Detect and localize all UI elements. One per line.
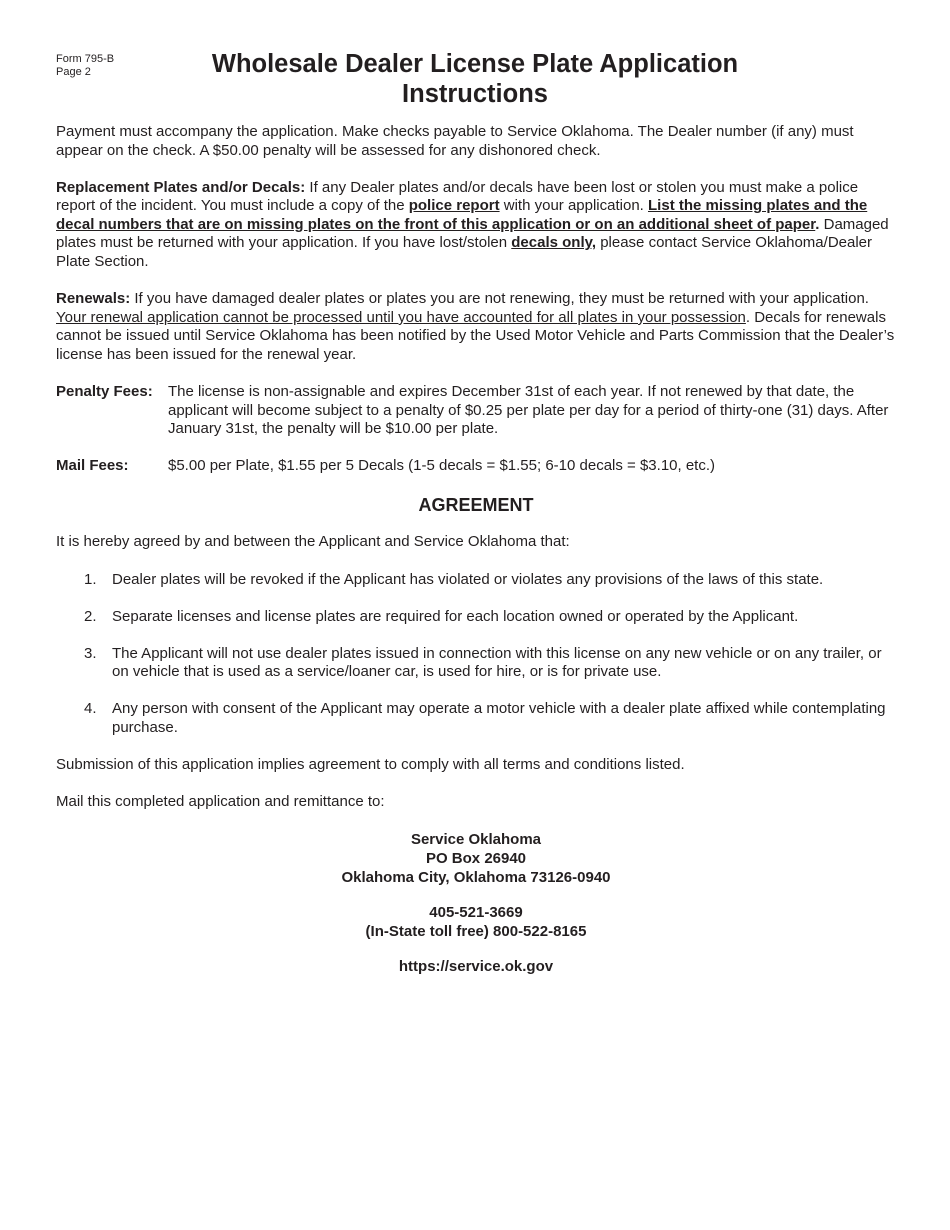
term-text: The Applicant will not use dealer plates issued in connection with this license on any new vehicle or on any trailer, or on vehicle that is used as a service/loaner car, is used for hire, or is for private use. bbox=[112, 644, 882, 681]
address-city: Oklahoma City, Oklahoma 73126-0940 bbox=[341, 869, 611, 887]
title-line-1: Wholesale Dealer License Plate Application bbox=[211, 50, 739, 78]
payment-paragraph: Payment must accompany the application. Make checks payable to Service Oklahoma. The Dealer number (if any) must appear on the check. A $50.00 penalty will be assessed for any dishonored check. bbox=[56, 123, 854, 159]
renewals-paragraph bbox=[56, 290, 896, 364]
replacement-text-1: If any Dealer plates and/or decals have been lost or stolen you must make a police report of the incident. You must include a copy of the bbox=[56, 178, 859, 215]
website bbox=[56, 957, 896, 976]
replacement-text-3: Damaged plates must be returned with your application. If you have lost/stolen bbox=[56, 215, 889, 252]
website-url: https://service.ok.gov bbox=[398, 958, 554, 976]
renewals-label: Renewals: bbox=[56, 290, 131, 308]
replacement-text-4: please contact Service Oklahoma/Dealer Plate Section. bbox=[56, 234, 873, 271]
term-text: Dealer plates will be revoked if the Applicant has violated or violates any provisions of the laws of this state. bbox=[112, 570, 824, 588]
agreement-terms-list bbox=[56, 571, 896, 738]
replacement-period: . bbox=[815, 215, 820, 233]
contact-phones bbox=[56, 903, 896, 941]
replacement-paragraph bbox=[56, 179, 896, 272]
term-number: 3. bbox=[84, 644, 97, 662]
mail-fees-text: $5.00 per Plate, $1.55 per 5 Decals (1-5 decals = $1.55; 6-10 decals = $3.10, etc.) bbox=[168, 457, 716, 475]
term-number: 4. bbox=[84, 700, 97, 718]
penalty-fees-label: Penalty Fees: bbox=[56, 383, 153, 401]
instructions-body bbox=[56, 123, 896, 992]
title-line-2: Instructions bbox=[402, 80, 548, 108]
mail-instruction: Mail this completed application and remittance to: bbox=[56, 793, 385, 811]
submission-statement: Submission of this application implies agreement to comply with all terms and conditions listed. bbox=[56, 756, 685, 774]
renewals-underlined: Your renewal application cannot be processed until you have accounted for all plates in your possession bbox=[56, 308, 746, 326]
term-number: 1. bbox=[84, 570, 97, 588]
replacement-label: Replacement Plates and/or Decals: bbox=[56, 178, 306, 196]
list-item bbox=[56, 645, 896, 682]
mail-fees-row bbox=[56, 457, 896, 476]
mail-fees-label: Mail Fees: bbox=[56, 457, 129, 475]
address-name: Service Oklahoma bbox=[410, 831, 542, 849]
page-number: Page 2 bbox=[56, 66, 91, 78]
replacement-text-2: with your application. bbox=[499, 197, 649, 215]
form-number: Form 795-B bbox=[56, 53, 115, 65]
mailing-address bbox=[56, 830, 896, 887]
police-report-emphasis: police report bbox=[408, 197, 500, 215]
renewals-text-2: . Decals for renewals cannot be issued until Service Oklahoma has been notified by the Used Motor Vehicle and Parts Commission that the Dealer’s license has been issued for the renewal year. bbox=[56, 308, 895, 363]
page-title bbox=[0, 49, 950, 109]
toll-free-number: (In-State toll free) 800-522-8165 bbox=[365, 923, 587, 941]
term-text: Any person with consent of the Applicant may operate a motor vehicle with a dealer plate affixed while contemplating purchase. bbox=[112, 700, 886, 736]
decals-only-emphasis: decals only, bbox=[511, 234, 597, 252]
list-item bbox=[56, 571, 896, 590]
term-number: 2. bbox=[84, 607, 97, 625]
list-item bbox=[56, 700, 896, 737]
agreement-intro: It is hereby agreed by and between the Applicant and Service Oklahoma that: bbox=[56, 533, 570, 551]
penalty-fees-text: The license is non-assignable and expires December 31st of each year. If not renewed by that date, the applicant will become subject to a penalty of $0.25 per plate per day for a period of thirty-one (31) days. After January 31st, the penalty will be $10.00 per plate. bbox=[168, 383, 889, 438]
agreement-heading: AGREEMENT bbox=[418, 495, 534, 516]
term-text: Separate licenses and license plates are required for each location owned or operated by the Applicant. bbox=[112, 607, 799, 625]
list-missing-plates-emphasis: List the missing plates and the decal numbers that are on missing plates on the front of this application or on an additional sheet of paper bbox=[56, 197, 868, 233]
phone-number: 405-521-3669 bbox=[429, 904, 523, 922]
address-po-box: PO Box 26940 bbox=[425, 850, 527, 868]
renewals-text-1: If you have damaged dealer plates or plates you are not renewing, they must be returned with your application. bbox=[130, 290, 869, 308]
penalty-fees-row bbox=[56, 383, 896, 439]
list-item bbox=[56, 608, 896, 627]
